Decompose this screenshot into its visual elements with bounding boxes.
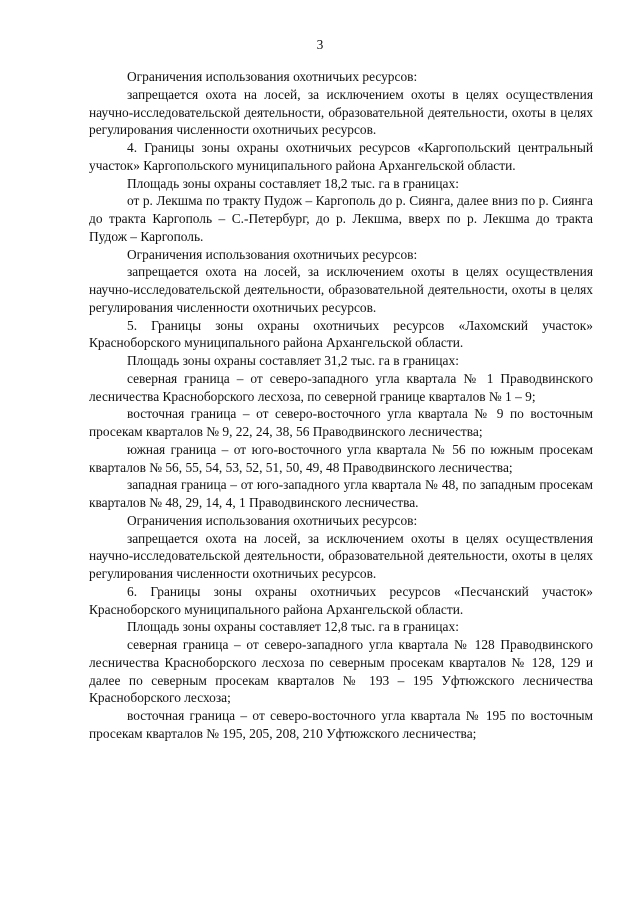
paragraph-restrictions-text: запрещается охота на лосей, за исключением охоты в целях осуществления научно-исследовательской деятельности, образовательной деятельности, охоты в целях регулирования численности охотничьих ресурсов. bbox=[89, 264, 593, 315]
paragraph-zone-5-south-boundary: южная граница – от юго-восточного угла квартала № 56 по южным просекам кварталов № 56, 55, 54, 53, 52, 51, 50, 49, 48 Праводвинского лесничества; bbox=[89, 441, 593, 475]
paragraph-zone-6-area: Площадь зоны охраны составляет 12,8 тыс. га в границах: bbox=[127, 619, 459, 635]
page-number: 3 bbox=[316, 37, 324, 52]
paragraph-restrictions-heading: Ограничения использования охотничьих ресурсов: bbox=[127, 69, 418, 84]
paragraph-restrictions-text: запрещается охота на лосей, за исключением охоты в целях осуществления научно-исследовательской деятельности, образовательной деятельности, охоты в целях регулирования численности охотничьих ресурсов. bbox=[89, 86, 593, 138]
paragraph-restrictions-heading: Ограничения использования охотничьих ресурсов: bbox=[127, 512, 418, 528]
paragraph-zone-5-area: Площадь зоны охраны составляет 31,2 тыс. га в границах: bbox=[127, 353, 459, 368]
document-body bbox=[89, 68, 593, 743]
paragraph-zone-6-title: 6. Границы зоны охраны охотничьих ресурсов «Песчанский участок» Красноборского муниципального района Архангельской области. bbox=[89, 583, 593, 617]
paragraph-zone-5-east-boundary: восточная граница – от северо-восточного угла квартала № 9 по восточным просекам кварталов № 9, 22, 24, 38, 56 Праводвинского лесничества; bbox=[89, 406, 593, 439]
paragraph-restrictions-text: запрещается охота на лосей, за исключением охоты в целях осуществления научно-исследовательской деятельности, образовательной деятельности, охоты в целях регулирования численности охотничьих ресурсов. bbox=[89, 530, 593, 581]
paragraph-zone-6-north-boundary: северная граница – от северо-западного угла квартала № 128 Праводвинского лесничества Красноборского лесхоза по северным просекам кварталов № 128, 129 и далее по северным просекам кварталов № 193 – 195 Уфтюжского лесничества Красноборского лесхоза; bbox=[89, 637, 593, 706]
paragraph-zone-5-west-boundary: западная граница – от юго-западного угла квартала № 48, по западным просекам кварталов № 48, 29, 14, 4, 1 Праводвинского лесничества. bbox=[89, 477, 593, 510]
paragraph-zone-6-east-boundary: восточная граница – от северо-восточного угла квартала № 195 по восточным просекам кварталов № 195, 205, 208, 210 Уфтюжского лесничества; bbox=[89, 708, 593, 741]
paragraph-restrictions-heading: Ограничения использования охотничьих ресурсов: bbox=[127, 246, 418, 262]
paragraph-zone-5-title: 5. Границы зоны охраны охотничьих ресурсов «Лахомский участок» Красноборского муниципального района Архангельской области. bbox=[89, 317, 593, 351]
paragraph-zone-4-area: Площадь зоны охраны составляет 18,2 тыс. га в границах: bbox=[127, 175, 459, 191]
paragraph-zone-4-boundaries: от р. Лекшма по тракту Пудож – Каргополь до р. Сиянга, далее вниз по р. Сиянга до тракта Каргополь – С.-Петербург, до р. Лекшма, вверх по р. Лекшма до тракта Пудож – Каргополь. bbox=[89, 193, 593, 244]
paragraph-zone-5-north-boundary: северная граница – от северо-западного угла квартала № 1 Праводвинского лесничества Красноборского лесхоза, по северной границе кварталов № 1 – 9; bbox=[89, 370, 593, 404]
paragraph-zone-4-title: 4. Границы зоны охраны охотничьих ресурсов «Каргопольский центральный участок» Каргопольского муниципального района Архангельской области. bbox=[89, 140, 593, 173]
